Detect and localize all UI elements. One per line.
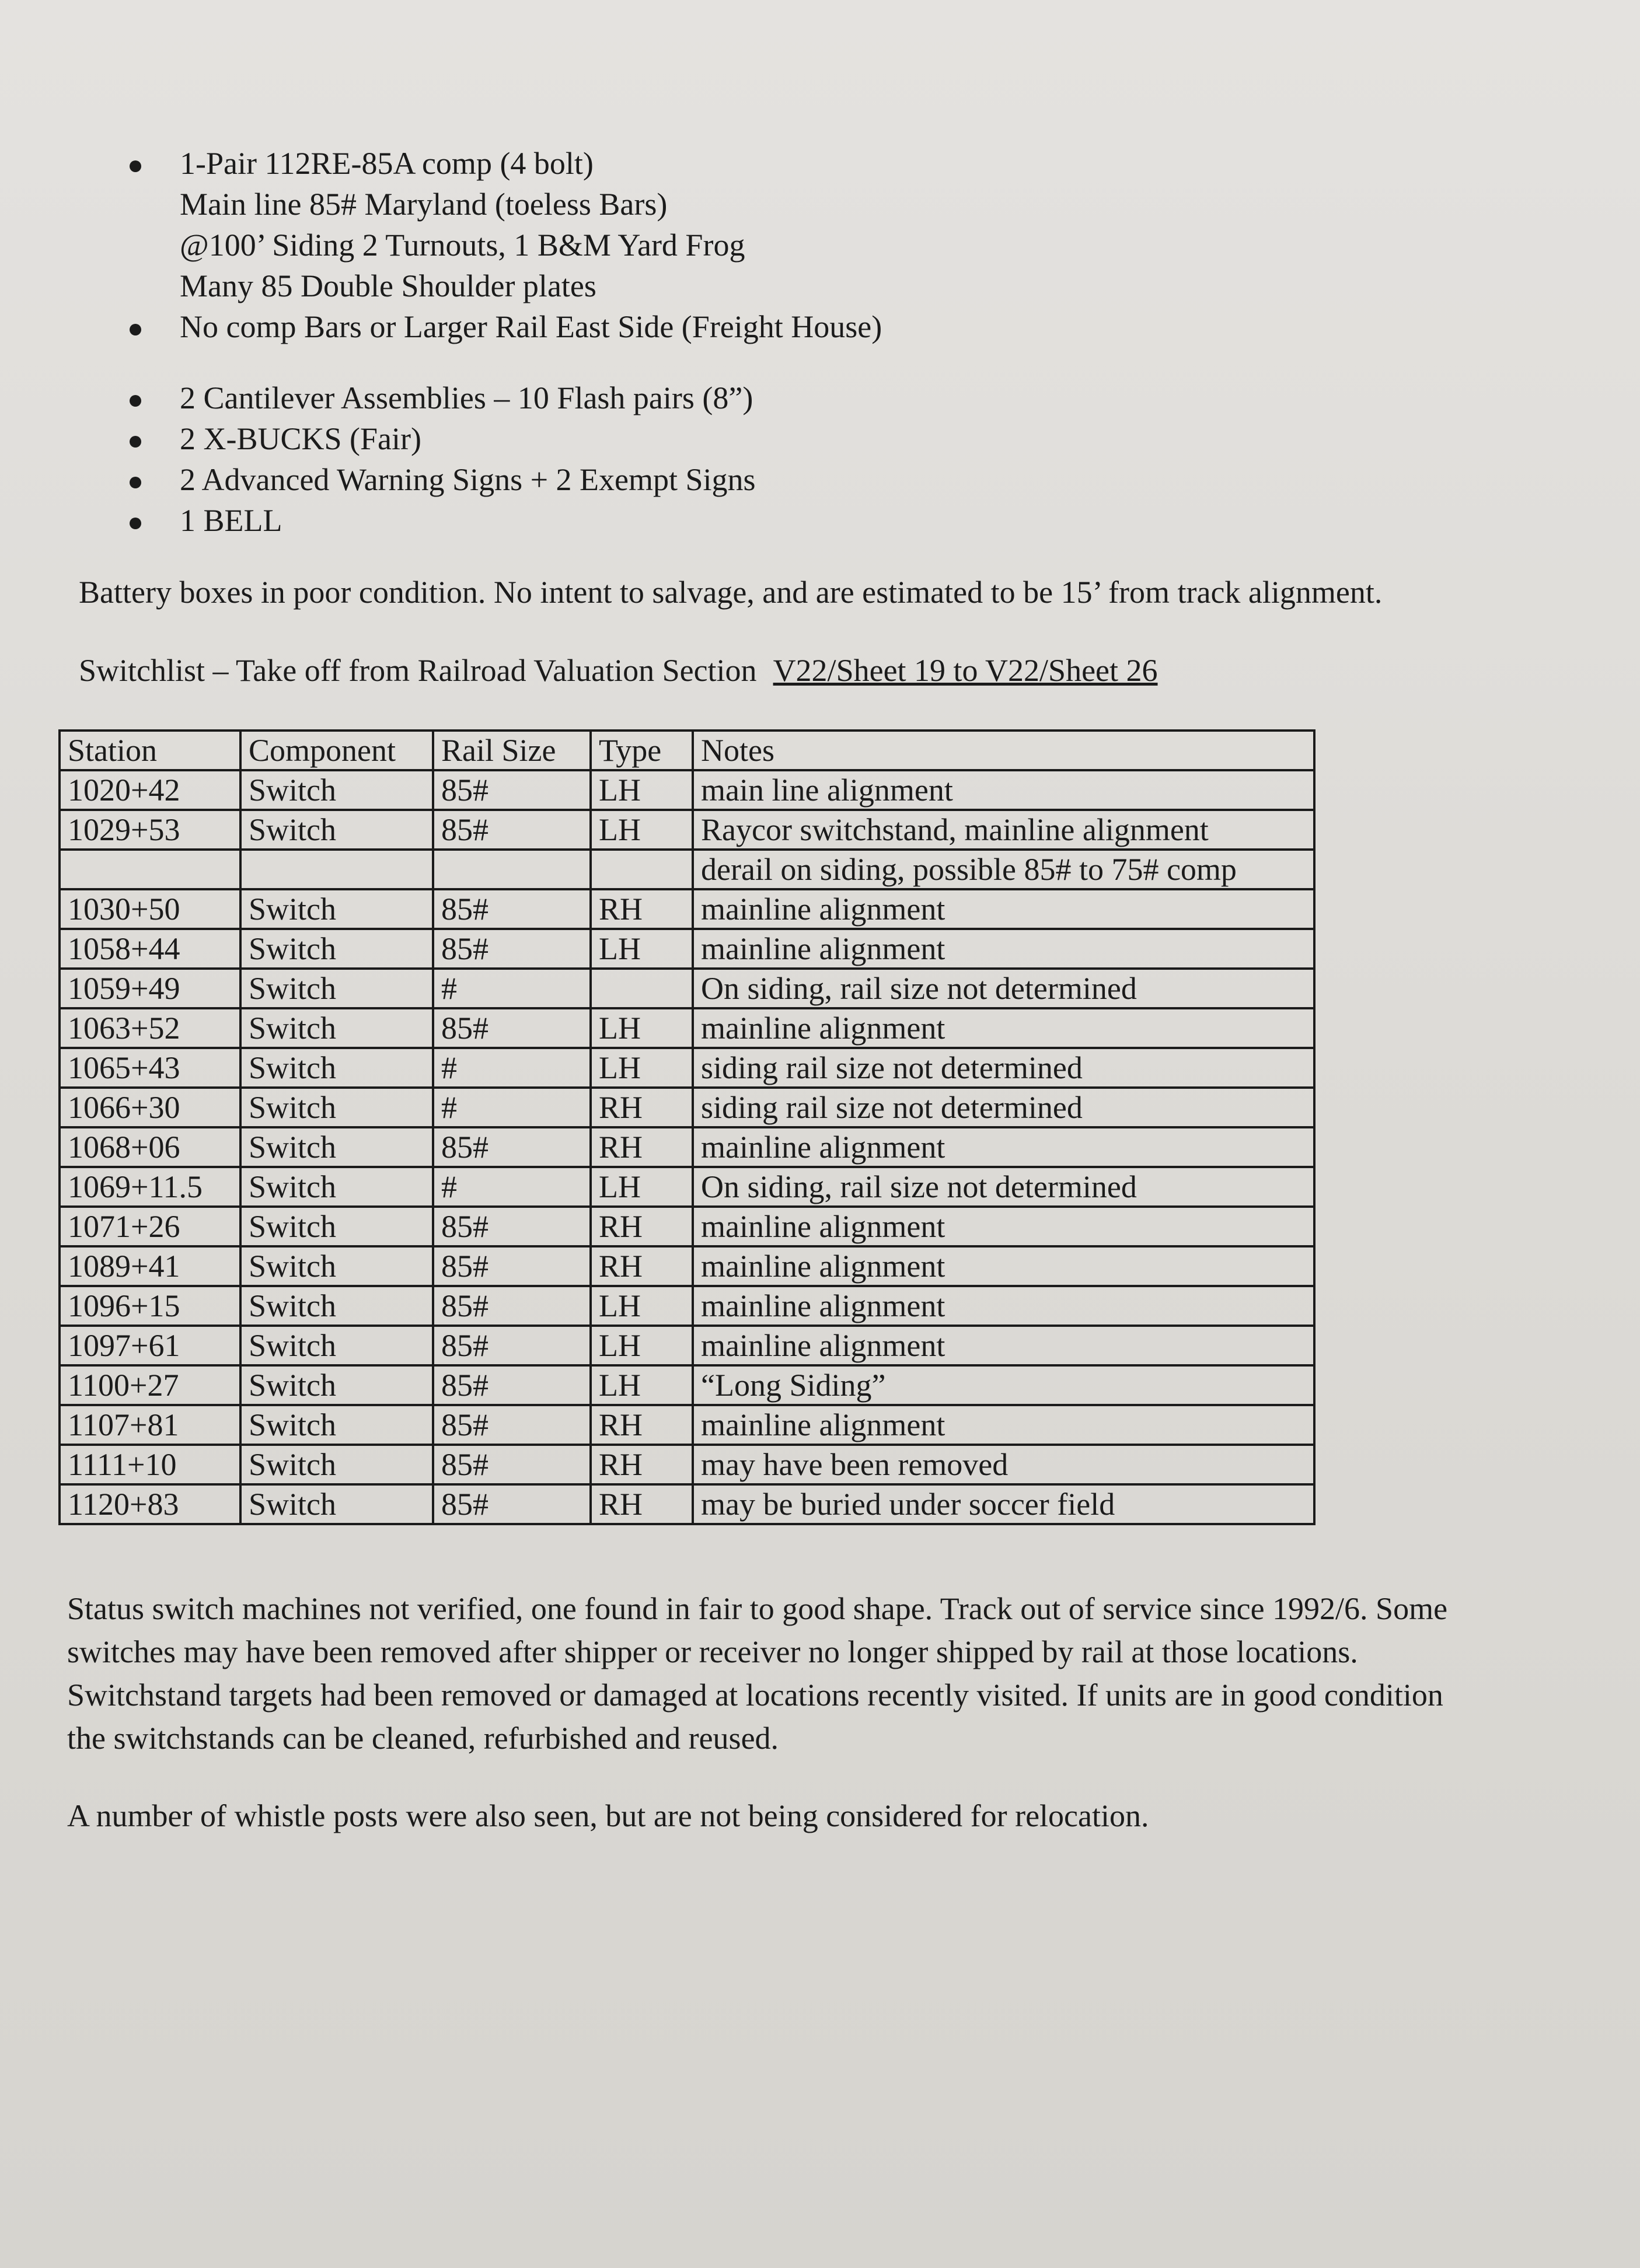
- rail-size-cell: 85#: [433, 1207, 591, 1246]
- station-cell: 1069+11.5: [60, 1167, 240, 1207]
- rail-size-cell: [433, 850, 591, 889]
- station-cell: 1063+52: [60, 1008, 240, 1048]
- type-cell: LH: [591, 1326, 693, 1365]
- rail-size-cell: 85#: [433, 1326, 591, 1365]
- rail-size-cell: 85#: [433, 810, 591, 850]
- type-cell: LH: [591, 1286, 693, 1326]
- type-cell: RH: [591, 1207, 693, 1246]
- table-row: [60, 1484, 1314, 1524]
- station-cell: 1107+81: [60, 1405, 240, 1445]
- component-cell: Switch: [240, 1127, 433, 1167]
- notes-cell: On siding, rail size not determined: [693, 1167, 1314, 1207]
- component-cell: Switch: [240, 929, 433, 969]
- table-row: [60, 929, 1314, 969]
- header-component: Component: [240, 731, 433, 770]
- component-cell: Switch: [240, 1405, 433, 1445]
- type-cell: LH: [591, 929, 693, 969]
- station-cell: 1100+27: [60, 1365, 240, 1405]
- table-row: [60, 969, 1314, 1008]
- station-cell: 1058+44: [60, 929, 240, 969]
- bullet-item: [128, 459, 1412, 500]
- type-cell: LH: [591, 1008, 693, 1048]
- rail-size-cell: 85#: [433, 1127, 591, 1167]
- rail-size-cell: 85#: [433, 1405, 591, 1445]
- station-cell: 1097+61: [60, 1326, 240, 1365]
- bullet-item: [128, 378, 1412, 418]
- rail-size-cell: 85#: [433, 1484, 591, 1524]
- status-note: [67, 1587, 1614, 1760]
- station-cell: 1111+10: [60, 1445, 240, 1484]
- header-type: Type: [591, 731, 693, 770]
- header-station: Station: [60, 731, 240, 770]
- bullet-line: No comp Bars or Larger Rail East Side (Freight House): [180, 309, 882, 344]
- status-line: the switchstands can be cleaned, refurbished and reused.: [67, 1721, 779, 1756]
- type-cell: RH: [591, 889, 693, 929]
- type-cell: RH: [591, 1127, 693, 1167]
- switchlist-label: Switchlist – Take off from Railroad Valuation Section: [79, 653, 757, 688]
- notes-cell: mainline alignment: [693, 1008, 1314, 1048]
- rail-size-cell: #: [433, 1167, 591, 1207]
- switchlist-table-container: [58, 729, 1313, 1525]
- notes-cell: Raycor switchstand, mainline alignment: [693, 810, 1314, 850]
- rail-size-cell: 85#: [433, 889, 591, 929]
- component-cell: Switch: [240, 1445, 433, 1484]
- component-cell: Switch: [240, 1365, 433, 1405]
- station-cell: [60, 850, 240, 889]
- table-row: [60, 850, 1314, 889]
- component-cell: Switch: [240, 1326, 433, 1365]
- notes-cell: siding rail size not determined: [693, 1048, 1314, 1088]
- bullet-item: [128, 500, 1412, 541]
- whistle-note: A number of whistle posts were also seen, but are not being considered for relocation.: [67, 1798, 1149, 1833]
- notes-cell: may be buried under soccer field: [693, 1484, 1314, 1524]
- rail-size-cell: 85#: [433, 929, 591, 969]
- rail-size-cell: 85#: [433, 1246, 591, 1286]
- type-cell: LH: [591, 1167, 693, 1207]
- type-cell: RH: [591, 1405, 693, 1445]
- notes-cell: derail on siding, possible 85# to 75# comp: [693, 850, 1314, 889]
- station-cell: 1068+06: [60, 1127, 240, 1167]
- station-cell: 1089+41: [60, 1246, 240, 1286]
- equipment-bullet-list: [128, 143, 1412, 541]
- station-cell: 1066+30: [60, 1088, 240, 1127]
- component-cell: Switch: [240, 1207, 433, 1246]
- type-cell: LH: [591, 810, 693, 850]
- table-row: [60, 1246, 1314, 1286]
- table-row: [60, 1127, 1314, 1167]
- battery-note: Battery boxes in poor condition. No intent to salvage, and are estimated to be 15’ from track alignment.: [79, 575, 1383, 610]
- station-cell: 1020+42: [60, 770, 240, 810]
- station-cell: 1096+15: [60, 1286, 240, 1326]
- rail-size-cell: 85#: [433, 770, 591, 810]
- component-cell: Switch: [240, 1008, 433, 1048]
- notes-cell: mainline alignment: [693, 1286, 1314, 1326]
- table-header-row: [60, 731, 1314, 770]
- bullet-line: 2 X-BUCKS (Fair): [180, 421, 421, 456]
- component-cell: [240, 850, 433, 889]
- status-line: switches may have been removed after shipper or receiver no longer shipped by rail at those locations.: [67, 1634, 1358, 1669]
- station-cell: 1030+50: [60, 889, 240, 929]
- rail-size-cell: 85#: [433, 1008, 591, 1048]
- component-cell: Switch: [240, 1286, 433, 1326]
- table-row: [60, 770, 1314, 810]
- bullet-line: 1 BELL: [180, 503, 282, 538]
- rail-size-cell: #: [433, 1088, 591, 1127]
- bullet-line: Many 85 Double Shoulder plates: [180, 268, 596, 303]
- table-body: [60, 770, 1314, 1524]
- station-cell: 1120+83: [60, 1484, 240, 1524]
- switchlist-heading: [79, 649, 1596, 692]
- rail-size-cell: #: [433, 1048, 591, 1088]
- station-cell: 1071+26: [60, 1207, 240, 1246]
- station-cell: 1065+43: [60, 1048, 240, 1088]
- bullet-group-signals: [128, 378, 1412, 541]
- rail-size-cell: 85#: [433, 1286, 591, 1326]
- notes-cell: On siding, rail size not determined: [693, 969, 1314, 1008]
- table-row: [60, 1365, 1314, 1405]
- header-notes: Notes: [693, 731, 1314, 770]
- bullet-item: [128, 306, 1412, 347]
- bullet-line: Main line 85# Maryland (toeless Bars): [180, 187, 668, 222]
- table-row: [60, 1326, 1314, 1365]
- type-cell: LH: [591, 1048, 693, 1088]
- bullet-line: @100’ Siding 2 Turnouts, 1 B&M Yard Frog: [180, 228, 745, 263]
- component-cell: Switch: [240, 889, 433, 929]
- table-row: [60, 1405, 1314, 1445]
- table-row: [60, 810, 1314, 850]
- rail-size-cell: 85#: [433, 1365, 591, 1405]
- notes-cell: mainline alignment: [693, 1207, 1314, 1246]
- notes-cell: mainline alignment: [693, 1246, 1314, 1286]
- notes-cell: main line alignment: [693, 770, 1314, 810]
- table-row: [60, 1008, 1314, 1048]
- notes-cell: mainline alignment: [693, 889, 1314, 929]
- notes-cell: “Long Siding”: [693, 1365, 1314, 1405]
- type-cell: [591, 850, 693, 889]
- type-cell: [591, 969, 693, 1008]
- table-row: [60, 1048, 1314, 1088]
- component-cell: Switch: [240, 810, 433, 850]
- bullet-item: [128, 418, 1412, 459]
- table-row: [60, 1445, 1314, 1484]
- notes-cell: siding rail size not determined: [693, 1088, 1314, 1127]
- component-cell: Switch: [240, 770, 433, 810]
- type-cell: RH: [591, 1246, 693, 1286]
- component-cell: Switch: [240, 1048, 433, 1088]
- type-cell: LH: [591, 770, 693, 810]
- switchlist-reference: V22/Sheet 19 to V22/Sheet 26: [773, 653, 1158, 688]
- switchlist-table: [58, 729, 1316, 1525]
- bullet-line: 2 Cantilever Assemblies – 10 Flash pairs (8”): [180, 380, 753, 415]
- station-cell: 1029+53: [60, 810, 240, 850]
- bullet-item: [128, 143, 1412, 306]
- notes-cell: mainline alignment: [693, 1326, 1314, 1365]
- component-cell: Switch: [240, 1088, 433, 1127]
- notes-cell: may have been removed: [693, 1445, 1314, 1484]
- component-cell: Switch: [240, 1246, 433, 1286]
- table-row: [60, 1167, 1314, 1207]
- type-cell: LH: [591, 1365, 693, 1405]
- bullet-group-track: [128, 143, 1412, 347]
- type-cell: RH: [591, 1445, 693, 1484]
- rail-size-cell: #: [433, 969, 591, 1008]
- station-cell: 1059+49: [60, 969, 240, 1008]
- notes-cell: mainline alignment: [693, 929, 1314, 969]
- rail-size-cell: 85#: [433, 1445, 591, 1484]
- bullet-line: 2 Advanced Warning Signs + 2 Exempt Signs: [180, 462, 756, 497]
- component-cell: Switch: [240, 969, 433, 1008]
- status-line: Status switch machines not verified, one found in fair to good shape. Track out of service since 1992/6. Some: [67, 1591, 1448, 1626]
- table-row: [60, 889, 1314, 929]
- component-cell: Switch: [240, 1167, 433, 1207]
- type-cell: RH: [591, 1484, 693, 1524]
- header-rail-size: Rail Size: [433, 731, 591, 770]
- component-cell: Switch: [240, 1484, 433, 1524]
- status-line: Switchstand targets had been removed or damaged at locations recently visited. If units are in good condition: [67, 1678, 1443, 1713]
- bullet-line: 1-Pair 112RE-85A comp (4 bolt): [180, 146, 594, 181]
- table-row: [60, 1207, 1314, 1246]
- table-row: [60, 1286, 1314, 1326]
- notes-cell: mainline alignment: [693, 1405, 1314, 1445]
- notes-cell: mainline alignment: [693, 1127, 1314, 1167]
- table-row: [60, 1088, 1314, 1127]
- type-cell: RH: [591, 1088, 693, 1127]
